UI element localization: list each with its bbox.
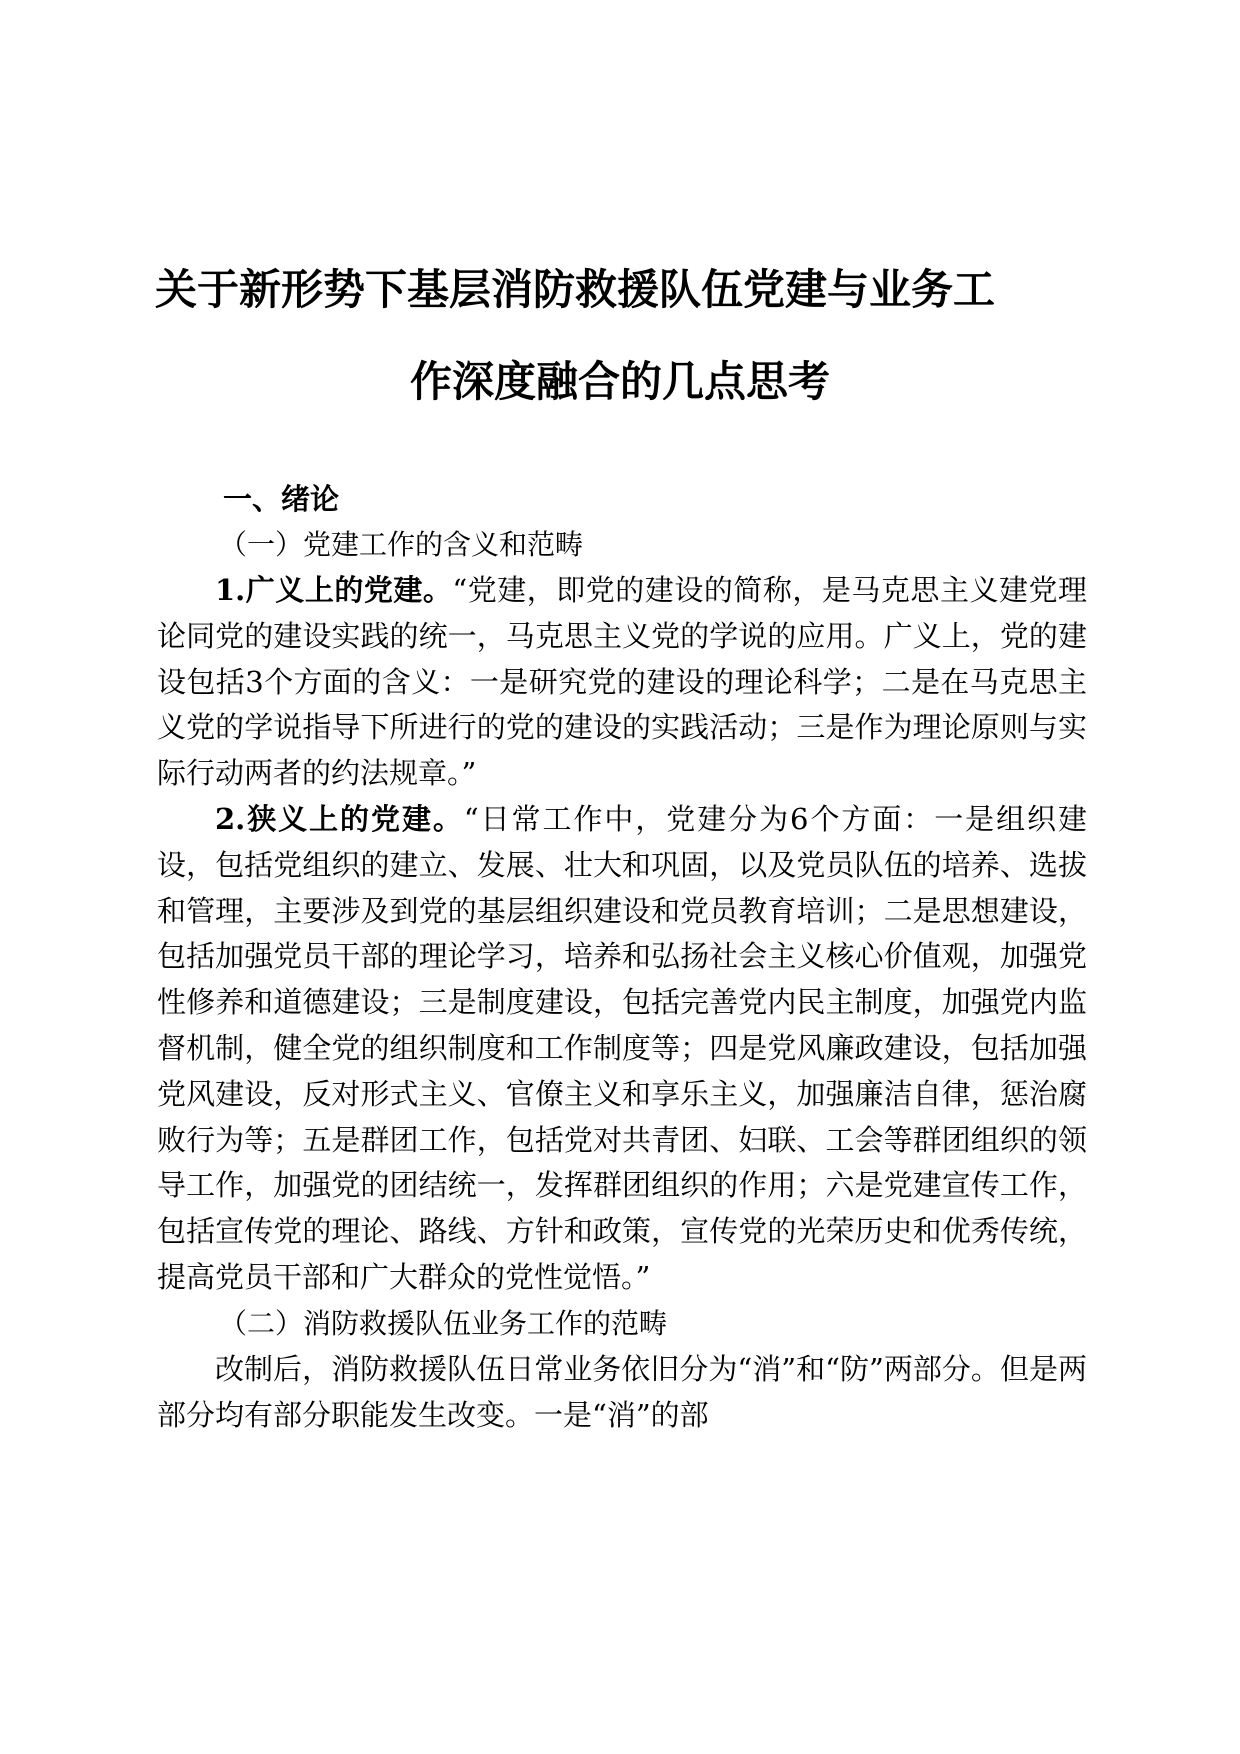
paragraph-text-narrow: “日常工作中，党建分为6个方面：一是组织建设，包括党组织的建立、发展、壮大和巩固，以及党员队伍的培养、选拔和管理，主要涉及到党的基层组织建设和党员教育培训；二是思想建设，包括加强党员干部的理论学习，培养和弘扬社会主义核心价值观，加强党性修养和道德建设；三是制度建设，包括完善党内民主制度，加强党内监督机制，健全党的组织制度和工作制度等；四是党风廉政建设，包括加强党风建设，反对形式主义、官僚主义和享乐主义，加强廉洁自律，惩治腐败行为等；五是群团工作，包括党对共青团、妇联、工会等群团组织的领导工作，加强党的团结统一，发挥群团组织的作用；六是党建宣传工作，包括宣传党的理论、路线、方针和政策，宣传党的光荣历史和优秀传统，提高党员干部和广大群众的党性觉悟。” [157, 801, 1088, 1294]
subsection-heading-fire-rescue-work: （二）消防救援队伍业务工作的范畴 [219, 1306, 668, 1340]
document-title-line-2: 作深度融合的几点思考 [409, 357, 830, 406]
section-heading-introduction: 一、绪论 [223, 482, 340, 516]
paragraph-fire-rescue-work: 改制后，消防救援队伍日常业务依旧分为“消”和“防”两部分。但是两部分均有部分职能发生改变。一是“消”的部 [157, 1351, 1087, 1432]
document-body [157, 476, 1087, 1438]
paragraph-narrow-party-building [157, 797, 1087, 1301]
paragraph-lead-narrow: 2.狭义上的党建。 [215, 801, 464, 836]
document-title-line-1: 关于新形势下基层消防救援队伍党建与业务工 [155, 265, 996, 314]
paragraph-lead-broad: 1.广义上的党建。 [215, 573, 453, 607]
subsection-heading-party-building: （一）党建工作的含义和范畴 [219, 528, 584, 561]
paragraph-text-broad: “党建，即党的建设的简称，是马克思主义建党理论同党的建设实践的统一，马克思主义党的学说的应用。广义上，党的建设包括3个方面的含义：一是研究党的建设的理论科学；二是在马克思主义党的学说指导下所进行的党的建设的实践活动；三是作为理论原则与实际行动两者的约法规章。” [157, 573, 1088, 791]
paragraph-broad-party-building [157, 568, 1087, 797]
